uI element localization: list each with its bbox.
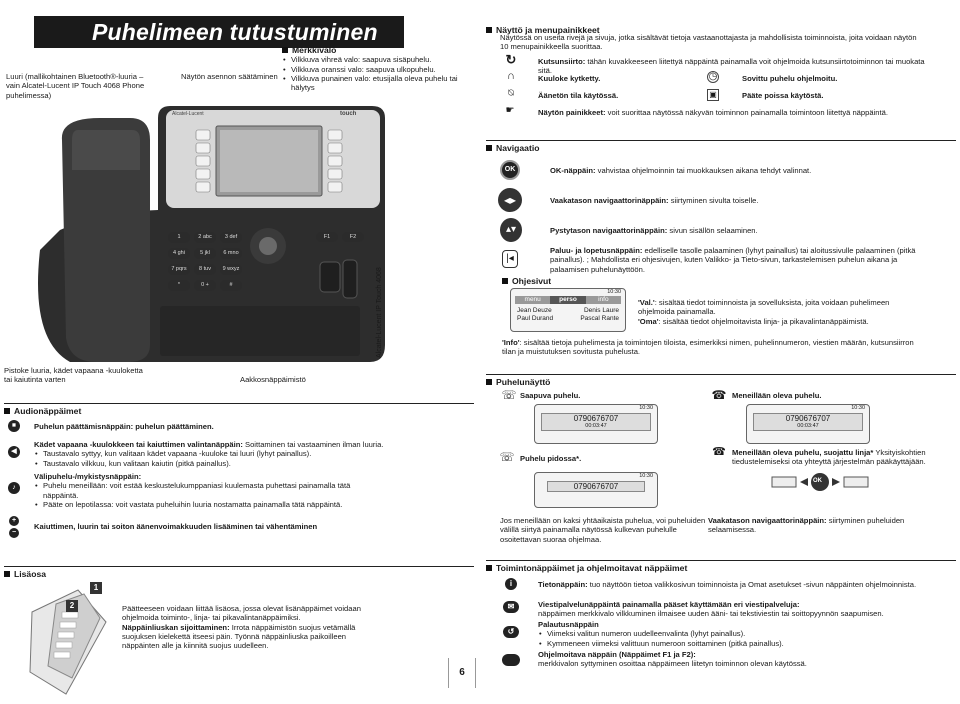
navigaatio-heading: Navigaatio bbox=[486, 140, 956, 153]
list-item: • Vilkkuva punainen valo: etusijalla oleva puhelu tai hälytys bbox=[282, 74, 482, 93]
paate-text: Pääte poissa käytöstä. bbox=[742, 91, 824, 100]
painikkeet-text: Näytön painikkeet: voit suorittaa näytössä näkyvän toiminnon painamalla toimintoon liitettyä näppäintä. bbox=[538, 108, 888, 117]
key-1[interactable]: 1 bbox=[168, 232, 190, 243]
info-key-icon: i bbox=[505, 578, 517, 590]
aakkos-callout: Aakkosnäppäimistö bbox=[240, 375, 306, 384]
key-star[interactable]: * bbox=[168, 280, 190, 291]
key-4[interactable]: 4 ghi bbox=[168, 248, 190, 259]
kuuloke-text: Kuuloke kytketty. bbox=[538, 74, 601, 83]
key-6[interactable]: 6 mno bbox=[220, 248, 242, 259]
bullet-square-icon bbox=[4, 408, 10, 414]
key-7[interactable]: 7 pqrs bbox=[168, 264, 190, 275]
key-hash[interactable]: # bbox=[220, 280, 242, 291]
lisaosa-text: Päätteeseen voidaan liittää lisäosa, jossa olevat lisänäppäimet voidaan ohjelmoida toiminto-, linja- tai pikavalintanäppäimiksi. Näppäinliuskan sijoittaminen: Irrota näppäimistön suojus vetämällä suojuksen kielekettä itseesi päin. Työnnä näppäinliuska paikoilleen näppäinten alle ja kiinnitä suojus uudelleen. bbox=[122, 604, 361, 650]
ohjesivut-heading: Ohjesivut bbox=[502, 276, 551, 286]
jos-text: Jos meneillään on kaksi yhtäaikaista puhelua, voi puheluiden välillä siirtyä painamalla näytössä kulkevan puhelulle osoitettavan suoraa ohjelmaa. bbox=[500, 516, 706, 544]
key-3[interactable]: 3 def bbox=[220, 232, 242, 243]
mute-bell-icon: ⍉ bbox=[508, 87, 514, 99]
ok-text: OK-näppäin: vahvistaa ohjelmoinnin tai muokkauksen aikana tehdyt valinnat. bbox=[550, 166, 812, 175]
bullet-square-icon bbox=[282, 47, 288, 53]
list-item: • Vilkkuva oranssi valo: saapuva ulkopuhelu. bbox=[282, 65, 482, 74]
step-badge: 2 bbox=[66, 600, 78, 612]
key-0[interactable]: 0 + bbox=[194, 280, 216, 291]
call-forward-icon: ↻ bbox=[505, 52, 517, 68]
bullet-square-icon bbox=[4, 571, 10, 577]
bullet-square-icon bbox=[486, 565, 492, 571]
finger-press-icon: ☛ bbox=[505, 104, 515, 116]
key-9[interactable]: 9 wxyz bbox=[220, 264, 242, 275]
luuri-callout: Luuri (mallikohtainen Bluetooth®-luuria – vain Alcatel-Lucent IP Touch 4068 Phone puhelimessa) bbox=[6, 72, 145, 100]
paluu-text: Paluu- ja lopetusnäppäin: edelliselle tasolle palaaminen (lyhyt painallus) tai aloitussivulle palaaminen (pitkä painallus). ; Mahdollista eri ohjesivujen, kuten Valikko- ja Tieto-sivun, tarkastelemisen puhelun aikana ja palaamisen puhelunäyttöön. bbox=[550, 246, 916, 274]
saapuva-text: Saapuva puhelu. bbox=[520, 391, 581, 400]
list-item: • Viimeksi valitun numeron uudelleenvalinta (lyhyt painallus). bbox=[538, 629, 933, 638]
kadet-block: Kädet vapaana -kuulokkeen tai kaiuttimen valintanäppäin: Soittaminen tai vastaaminen ilman luuria. • Taustavalo syttyy, kun valitaan kädet vapaana -kuuloke tai luuri (lyhyt painallus). • Taustavalo vilkkuu, kun valitaan kaiutin (pitkä painallus). bbox=[34, 440, 464, 468]
horizontal-navigator-icon: ◂▸ bbox=[498, 188, 522, 212]
tab-menu[interactable]: menu bbox=[515, 296, 550, 304]
list-item: • Vilkkuva vihreä valo: saapuva sisäpuhelu. bbox=[282, 55, 482, 64]
kaiuttimen-text: Kaiuttimen, luurin tai soiton äänenvoimakkuuden lisääminen tai vähentäminen bbox=[34, 522, 318, 531]
tieto-text: Tietonäppäin: tuo näyttöön tietoa valikkosivun toiminnoista ja Omat asetukset -sivun näppäinten ohjelmoinnista. bbox=[538, 580, 917, 589]
list-item: • Kymmeneen viimeksi valittuun numeroon soittaminen (pitkä painallus). bbox=[538, 639, 933, 648]
naytto-asento-callout: Näytön asennon säätäminen bbox=[181, 72, 278, 81]
bullet-square-icon bbox=[486, 27, 492, 33]
programmable-key-icon bbox=[502, 654, 520, 666]
phone-illustration bbox=[0, 100, 400, 368]
list-item: • Puhelu meneillään: voit estää keskustelukumppaniasi kuulemasta puhettasi painamalla tätä näppäintä. bbox=[34, 481, 364, 500]
navigator-illustration bbox=[770, 472, 870, 492]
pysty-text: Pystytason navigaattorinäppäin: sivun sisällön selaaminen. bbox=[550, 226, 758, 235]
valipuhelu-block: Välipuhelu-/mykistysnäppäin: • Puhelu meneillään: voit estää keskustelukumppaniasi kuulemasta puhettasi painamalla tätä näppäintä. • Pääte on lepotilassa: voit vastata puheluihin luuria nostamatta painamalla tätä näppäintä. bbox=[34, 472, 364, 509]
hangup-icon: ⏹ bbox=[8, 420, 20, 432]
pistoke-callout: Pistoke luuria, kädet vapaana -kuuloketta tai kaiutinta varten bbox=[4, 366, 143, 385]
suojattu-text: Meneillään oleva puhelu, suojattu linja* Yksityiskohtien tiedustelemiseksi ota yhteyttä järjestelmän pääkäyttäjään. bbox=[732, 448, 926, 467]
touch-logo: touch bbox=[340, 111, 357, 117]
f2-key[interactable]: F2 bbox=[342, 232, 364, 242]
help-tabs bbox=[515, 296, 621, 304]
key-8[interactable]: 8 tuv bbox=[194, 264, 216, 275]
merkkivalo-list bbox=[282, 55, 482, 92]
clock-icon: ◷ bbox=[708, 70, 718, 82]
message-key-icon: ✉ bbox=[503, 601, 519, 613]
bullet-square-icon bbox=[502, 278, 508, 284]
bullet-square-icon bbox=[486, 379, 492, 385]
contact-name[interactable]: Paul Durand bbox=[517, 314, 554, 322]
hold-call-icon: ☏ bbox=[499, 449, 515, 464]
step-badge: 1 bbox=[90, 582, 102, 594]
contact-name[interactable]: Pascal Rante bbox=[580, 314, 619, 322]
brand-label: Alcatel-Lucent bbox=[172, 111, 204, 117]
ohjelmoitava-text: Ohjelmoitava näppäin (Näppäimet F1 ja F2): merkkivalon syttyminen osoittaa näppäimeen liitetyn toiminnon olevan käytössä. bbox=[538, 650, 807, 669]
phone-model-vertical-label: Alcatel-Lucent IP Touch 4068 bbox=[376, 267, 383, 358]
toiminto-heading: Toimintonäppäimet ja ohjelmoitavat näppäimet bbox=[486, 560, 956, 573]
incoming-call-icon: ☏ bbox=[501, 387, 517, 402]
volume-plus-icon: + bbox=[9, 516, 19, 526]
active-call-icon: ☎ bbox=[711, 387, 727, 402]
tab-perso[interactable]: perso bbox=[550, 296, 585, 304]
audio-heading: Audionäppäimet bbox=[4, 403, 474, 416]
puhelu-vaaka-text: Vaakatason navigaattorinäppäin: siirtyminen puheluiden selaamisessa. bbox=[708, 516, 905, 535]
key-5[interactable]: 5 jkl bbox=[194, 248, 216, 259]
pidossa-text: Puhelu pidossa*. bbox=[520, 454, 582, 463]
merkkivalo-section bbox=[282, 45, 482, 92]
page-number: 6 bbox=[448, 658, 476, 688]
contact-name[interactable]: Denis Laure bbox=[583, 306, 619, 314]
meneillaan-text: Meneillään oleva puhelu. bbox=[732, 391, 822, 400]
viestien-text: Viestipalvelunäppäintä painamalla pääset käyttämään eri viestipalveluja: näppäimen merkkivalo vilkkuminen ilmaisee uuden ääni- tai tekstiviestin tai soittopyynnön saapumisen. bbox=[538, 600, 884, 619]
addon-module-illustration bbox=[26, 582, 112, 698]
sovittu-text: Sovittu puhelu ohjelmoitu. bbox=[742, 74, 838, 83]
vertical-navigator-icon: ▴▾ bbox=[500, 218, 522, 242]
ok-key-icon: OK bbox=[813, 478, 822, 484]
bullet-square-icon bbox=[486, 145, 492, 151]
naytto-heading: Näyttö ja menupainikkeet bbox=[486, 23, 956, 35]
lisaosa-heading: Lisäosa bbox=[4, 566, 474, 579]
ok-key-icon: OK bbox=[500, 160, 520, 180]
contact-name[interactable]: Jean Deuze bbox=[517, 306, 552, 314]
list-item: • Pääte on lepotilassa: voit vastata puheluihin luuria nostamatta painamalla tätä näppäintä. bbox=[34, 500, 364, 509]
palautus-block: Palautusnäppäin • Viimeksi valitun numeron uudelleenvalinta (lyhyt painallus). • Kymmeneen viimeksi valittuun numeroon soittaminen (pitkä painallus). bbox=[538, 620, 933, 648]
list-item: • Taustavalo syttyy, kun valitaan kädet vapaana -kuuloke tai luuri (lyhyt painallus). bbox=[34, 449, 464, 458]
kutsunsiirto-text: Kutsunsiirto: tähän kuvakkeeseen liitettyä näppäintä painamalla voit ohjelmoida kutsunsiirtotoiminnon tai muokata sitä. bbox=[538, 57, 925, 76]
puhelun-paattaminen-text: Puhelun päättämisnäppäin: puhelun päättäminen. bbox=[34, 422, 214, 431]
tab-info[interactable]: info bbox=[586, 296, 621, 304]
f1-key[interactable]: F1 bbox=[316, 232, 338, 242]
aaneton-text: Äänetön tila käytössä. bbox=[538, 91, 619, 100]
lock-icon: ▣ bbox=[707, 89, 719, 101]
mute-icon: ♪ bbox=[8, 482, 20, 494]
headset-icon: ∩ bbox=[507, 70, 515, 83]
redial-key-icon: ↺ bbox=[503, 626, 519, 638]
held-call-screen: 10:30 0790676707 bbox=[534, 472, 658, 508]
list-item: • Taustavalo vilkkuu, kun valitaan kaiutin (pitkä painallus). bbox=[34, 459, 464, 468]
help-pages-screen: 10:30 menu perso info Jean Deuze Denis Laure Paul Durand Pascal Rante bbox=[510, 288, 626, 332]
key-2[interactable]: 2 abc bbox=[194, 232, 216, 243]
speaker-icon: ◀ bbox=[8, 446, 20, 458]
puhelunaytto-heading: Puhelunäyttö bbox=[486, 374, 956, 387]
page-title: Puhelimeen tutustuminen bbox=[34, 16, 404, 48]
incoming-call-screen: 10:30 0790676707 00:03:47 bbox=[534, 404, 658, 444]
val-oma-text: 'Val.': sisältää tiedot toiminnoista ja sovelluksista, joita voidaan puhelimeen ohjelmoida painamalla. 'Oma': sisältää tiedot ohjelmoitavista linja- ja pikavalintanäppäimistä. bbox=[638, 298, 890, 326]
info-text: 'Info': sisältää tietoja puhelimesta ja toimintojen tiloista, esimerkiksi nimen, puhelinnumeron, viestien määrän, kutsunsiirron tilan ja muistutuksen sovitusta puhelusta. bbox=[502, 338, 914, 357]
active-call-screen: 10:30 0790676707 00:03:47 bbox=[746, 404, 870, 444]
merkkivalo-heading: Merkkivalo bbox=[292, 45, 337, 55]
secured-call-icon: ☎ bbox=[712, 446, 726, 459]
vaaka-text: Vaakatason navigaattorinäppäin: siirtyminen sivulta toiselle. bbox=[550, 196, 759, 205]
volume-minus-icon: − bbox=[9, 528, 19, 538]
back-exit-icon: |◂ bbox=[502, 250, 518, 268]
naytto-intro: Näytössä on useita rivejä ja sivuja, jotka sisältävät tietoja vastaanottajasta ja mahdollisista toiminnoista, joita voidaan näytön 10 menupainikkeella suorittaa. bbox=[500, 33, 917, 52]
